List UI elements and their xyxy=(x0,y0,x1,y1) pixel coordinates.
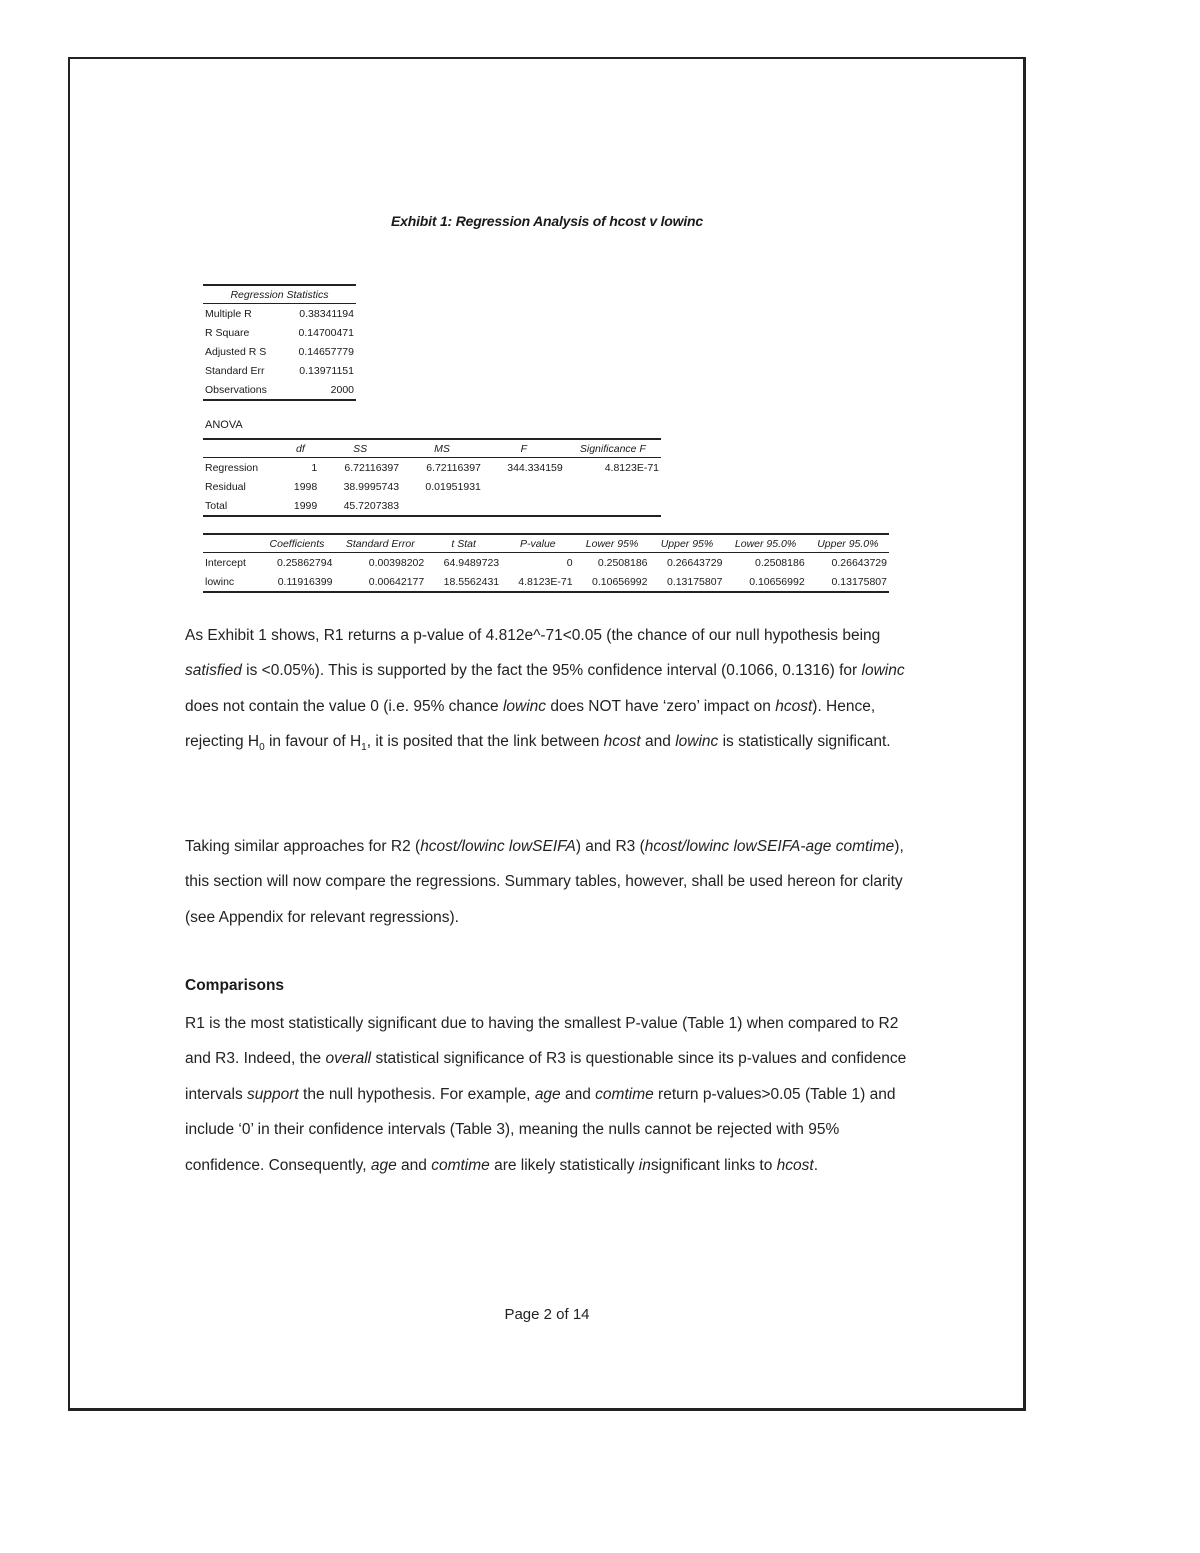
anova-cell xyxy=(565,496,661,516)
text-run: significant links to xyxy=(650,1156,777,1174)
coef-cell: 0.26643729 xyxy=(831,556,887,569)
text-run: As Exhibit 1 shows, R1 returns a p-value of 4.812e^-71<0.05 (the chance of our null hypothesis being xyxy=(185,627,881,644)
text-run: ), this section will now compare the regressions. Summary tables, however, shall be used hereon for clarity (see Appendix for relevant regressions). xyxy=(185,838,904,926)
text-run: and xyxy=(640,733,676,751)
text-run: 1 xyxy=(361,742,367,754)
stat-label: Standard Err xyxy=(205,364,265,377)
anova-cell: 0.01951931 xyxy=(425,480,481,493)
text-run: hcost/lowinc lowSEIFA-age comtime xyxy=(644,838,895,855)
anova-header: SS xyxy=(319,439,401,458)
coef-cell: 0.00642177 xyxy=(334,572,426,592)
anova-cell xyxy=(565,477,661,496)
text-run: statistical significance of R3 is questionable since its p-values and confidence intervals xyxy=(185,1050,907,1103)
coefficients-table xyxy=(203,533,889,593)
coef-cell: 0.13175807 xyxy=(650,572,725,592)
text-run: return p-values>0.05 (Table 1) and include ‘0’ in their confidence intervals (Table 3), meaning the nulls cannot be rejected with 95% confidence. Consequently, xyxy=(185,1085,896,1174)
stat-label: R Square xyxy=(205,326,250,339)
table-row xyxy=(203,361,356,380)
regression-statistics-header: Regression Statistics xyxy=(203,285,356,304)
text-run: comtime xyxy=(431,1156,490,1174)
coef-header xyxy=(203,534,260,553)
text-run: age xyxy=(534,1085,561,1103)
coef-cell: 4.8123E-71 xyxy=(501,572,574,592)
stat-value: 2000 xyxy=(283,380,356,400)
coef-cell: 0.25862794 xyxy=(276,556,333,569)
stat-label: Multiple R xyxy=(205,307,252,320)
text-run: ) and R3 ( xyxy=(575,838,645,855)
text-run: ). Hence, rejecting H xyxy=(185,697,876,751)
coef-header: Lower 95.0% xyxy=(724,534,806,553)
text-run: does NOT have ‘zero’ impact on xyxy=(546,697,776,715)
coef-header: P-value xyxy=(501,534,574,553)
text-run: age xyxy=(370,1156,397,1174)
text-run: R1 is the most statistically significant due to having the smallest P-value (Table 1) when compared to R2 and R3. Indeed, the xyxy=(185,1015,899,1068)
anova-table xyxy=(203,438,661,517)
coef-cell: 0.11916399 xyxy=(260,572,335,592)
text-run: 0 xyxy=(259,742,265,754)
coef-header: Standard Error xyxy=(334,534,426,553)
anova-cell: 1998 xyxy=(293,480,318,493)
table-row xyxy=(203,323,356,342)
text-run: hcost xyxy=(603,733,641,751)
stat-label: Adjusted R S xyxy=(205,345,267,358)
anova-cell: 6.72116397 xyxy=(426,461,481,474)
table-row xyxy=(203,380,356,400)
anova-cell xyxy=(483,496,565,516)
coef-header: Coefficients xyxy=(260,534,335,553)
text-run: the null hypothesis. For example, xyxy=(298,1085,535,1103)
coef-cell: Intercept xyxy=(205,556,246,569)
text-run: is statistically significant. xyxy=(718,733,891,751)
anova-header: F xyxy=(483,439,565,458)
coef-header: t Stat xyxy=(426,534,501,553)
table-row xyxy=(203,496,661,516)
exhibit-title: Exhibit 1: Regression Analysis of hcost v lowinc xyxy=(391,213,703,229)
section-heading-comparisons: Comparisons xyxy=(185,977,285,994)
coef-cell: 0.10656992 xyxy=(724,572,806,592)
table-row xyxy=(203,477,661,496)
text-run: Taking similar approaches for R2 ( xyxy=(185,838,421,855)
anova-cell: 4.8123E-71 xyxy=(604,461,659,474)
text-run: overall xyxy=(325,1050,372,1068)
anova-header xyxy=(203,439,282,458)
coef-cell: 0 xyxy=(566,556,573,569)
text-run: in xyxy=(638,1156,651,1174)
anova-cell: 1999 xyxy=(282,496,320,516)
anova-label: ANOVA xyxy=(205,419,243,431)
coef-cell: 0.26643729 xyxy=(666,556,723,569)
text-run: . xyxy=(813,1156,819,1174)
anova-cell: Residual xyxy=(205,480,246,493)
anova-cell: Regression xyxy=(205,461,259,474)
page-number-footer: Page 2 of 14 xyxy=(504,1306,590,1323)
stat-value: 0.14700471 xyxy=(298,326,354,339)
coef-cell: 18.5562431 xyxy=(426,572,501,592)
anova-cell xyxy=(401,496,483,516)
table-row xyxy=(203,458,661,478)
table-row xyxy=(203,572,889,592)
anova-cell xyxy=(483,477,565,496)
text-run: hcost xyxy=(776,1156,814,1174)
anova-header: Significance F xyxy=(565,439,661,458)
text-run: satisfied xyxy=(185,662,242,680)
coef-cell: lowinc xyxy=(203,572,260,592)
anova-cell: 6.72116397 xyxy=(344,461,400,474)
anova-cell: 344.334159 xyxy=(507,461,563,474)
paragraph-exhibit-discussion xyxy=(185,618,915,766)
stat-value: 0.13971151 xyxy=(299,364,354,377)
stat-label: Observations xyxy=(203,380,283,400)
text-run: comtime xyxy=(595,1085,654,1103)
text-run: in favour of H xyxy=(264,733,362,751)
text-run: does not contain the value 0 (i.e. 95% chance xyxy=(185,697,503,715)
anova-cell: 1 xyxy=(311,461,318,474)
stat-value: 0.14657779 xyxy=(298,345,354,358)
text-run: support xyxy=(247,1085,299,1103)
coef-cell: 0.2508186 xyxy=(597,556,648,569)
coef-cell: 0.2508186 xyxy=(755,556,805,569)
coef-cell: 0.00398202 xyxy=(368,556,425,569)
anova-cell: 45.7207383 xyxy=(319,496,401,516)
coef-cell: 64.9489723 xyxy=(443,556,500,569)
text-run: lowinc xyxy=(675,733,719,751)
text-run: , it is posited that the link between xyxy=(366,733,604,751)
text-run: hcost xyxy=(775,697,813,715)
anova-header: df xyxy=(282,439,320,458)
text-run: lowinc xyxy=(502,697,547,715)
text-run: hcost/lowinc lowSEIFA xyxy=(420,838,576,855)
table-row xyxy=(203,553,889,573)
text-run: and xyxy=(560,1085,596,1103)
anova-cell: Total xyxy=(203,496,282,516)
text-run: and xyxy=(396,1156,432,1174)
paragraph-approaches xyxy=(185,829,915,935)
coef-cell: 0.10656992 xyxy=(575,572,650,592)
paragraph-comparisons xyxy=(185,1006,915,1183)
anova-cell: 38.9995743 xyxy=(343,480,400,493)
text-run: is <0.05%). This is supported by the fact the 95% confidence interval (0.1066, 0.1316) for xyxy=(241,662,862,680)
stat-value: 0.38341194 xyxy=(299,307,354,320)
coef-header: Lower 95% xyxy=(575,534,650,553)
table-row xyxy=(203,342,356,361)
text-run: lowinc xyxy=(861,662,905,680)
coef-header: Upper 95.0% xyxy=(807,534,889,553)
coef-cell: 0.13175807 xyxy=(807,572,889,592)
table-row xyxy=(203,304,356,324)
regression-statistics-table xyxy=(203,284,356,401)
text-run: are likely statistically xyxy=(489,1156,639,1174)
anova-header: MS xyxy=(401,439,483,458)
coef-header: Upper 95% xyxy=(650,534,725,553)
